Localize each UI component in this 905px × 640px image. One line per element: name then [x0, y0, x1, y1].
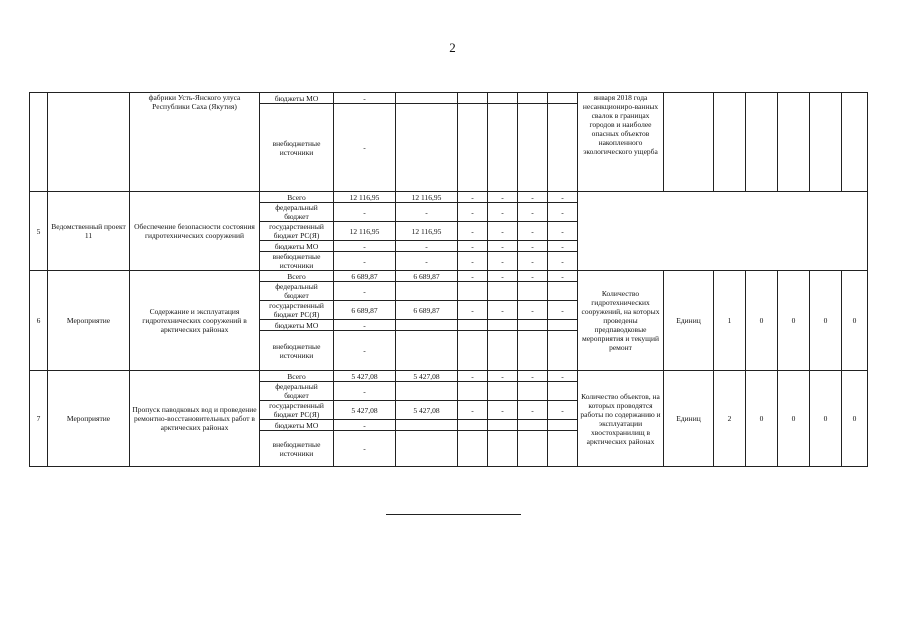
cell-type: Мероприятие: [48, 371, 130, 467]
cell-total: -: [334, 93, 396, 104]
budget-table: [29, 92, 868, 467]
cell-indicator: Количество объектов, на которых проводятся работы по содержанию и эксплуатации хвостохранилищ в арктических районах: [578, 371, 664, 467]
cell-unit: Единиц: [664, 271, 714, 371]
table-row: государственный бюджет РС(Я) 6 689,87 6 689,87 - - - -: [30, 301, 868, 320]
cell-source: Всего: [260, 192, 334, 203]
cell-indicator: января 2018 года несанкциониро-ванных свалок в границах городов и наиболее опасных объектов накопленного экологического ущерба: [578, 93, 664, 192]
table-row: 7 Мероприятие Пропуск паводковых вод и проведение ремонтно-восстановительных работ в арктических районах Всего 5 427,08 5 427,08 - - - - Количество объектов, на которых проводятся работы по содержанию и эксплуатации хвостохранилищ в арктических районах Единиц 2 0 0 0 0: [30, 371, 868, 382]
cell-total: -: [334, 104, 396, 192]
table-row: внебюджетные источники -: [30, 431, 868, 467]
table-row: [30, 93, 868, 104]
table-row: 5 Ведомственный проект 11 Обеспечение безопасности состояния гидротехнических сооружений Всего 12 116,95 12 116,95 - - - -: [30, 192, 868, 203]
table-row: государственный бюджет РС(Я) 12 116,95 12 116,95 - - - -: [30, 222, 868, 241]
table-row: бюджеты МО - - - - - -: [30, 241, 868, 252]
table-row: федеральный бюджет - - - - - -: [30, 203, 868, 222]
cell-name: Содержание и эксплуатация гидротехнических сооружений в арктических районах: [130, 271, 260, 371]
table-row: федеральный бюджет -: [30, 282, 868, 301]
table-row: бюджеты МО -: [30, 420, 868, 431]
table-row: внебюджетные источники -: [30, 331, 868, 371]
table-row: бюджеты МО -: [30, 320, 868, 331]
cell-num: [30, 93, 48, 192]
cell-name: фабрики Усть-Янского улуса Республики Саха (Якутия): [130, 93, 260, 192]
table-row: федеральный бюджет -: [30, 382, 868, 401]
page-number: 2: [449, 40, 456, 55]
table-row: внебюджетные источники - - - - - -: [30, 252, 868, 271]
cell-empty-indicator: [578, 192, 868, 271]
cell-indicator: Количество гидротехнических сооружений, на которых проведены предпаводковые мероприятия и текущий ремонт: [578, 271, 664, 371]
cell-num: 5: [30, 192, 48, 271]
cell-type: [48, 93, 130, 192]
cell-type: Мероприятие: [48, 271, 130, 371]
table-row: государственный бюджет РС(Я) 5 427,08 5 427,08 - - - -: [30, 401, 868, 420]
cell-name: Обеспечение безопасности состояния гидротехнических сооружений: [130, 192, 260, 271]
cell-type: Ведомственный проект 11: [48, 192, 130, 271]
cell-num: 6: [30, 271, 48, 371]
cell-name: Пропуск паводковых вод и проведение ремонтно-восстановительных работ в арктических районах: [130, 371, 260, 467]
cell-source: внебюджетные источники: [260, 104, 334, 192]
table-row: 6 Мероприятие Содержание и эксплуатация гидротехнических сооружений в арктических районах Всего 6 689,87 6 689,87 - - - - Количество гидротехнических сооружений, на которых проведены предпаводковые мероприятия и текущий ремонт Единиц 1 0 0 0 0: [30, 271, 868, 282]
cell-num: 7: [30, 371, 48, 467]
cell-source: бюджеты МО: [260, 93, 334, 104]
cell-unit: Единиц: [664, 371, 714, 467]
end-of-document-line: [386, 514, 521, 515]
